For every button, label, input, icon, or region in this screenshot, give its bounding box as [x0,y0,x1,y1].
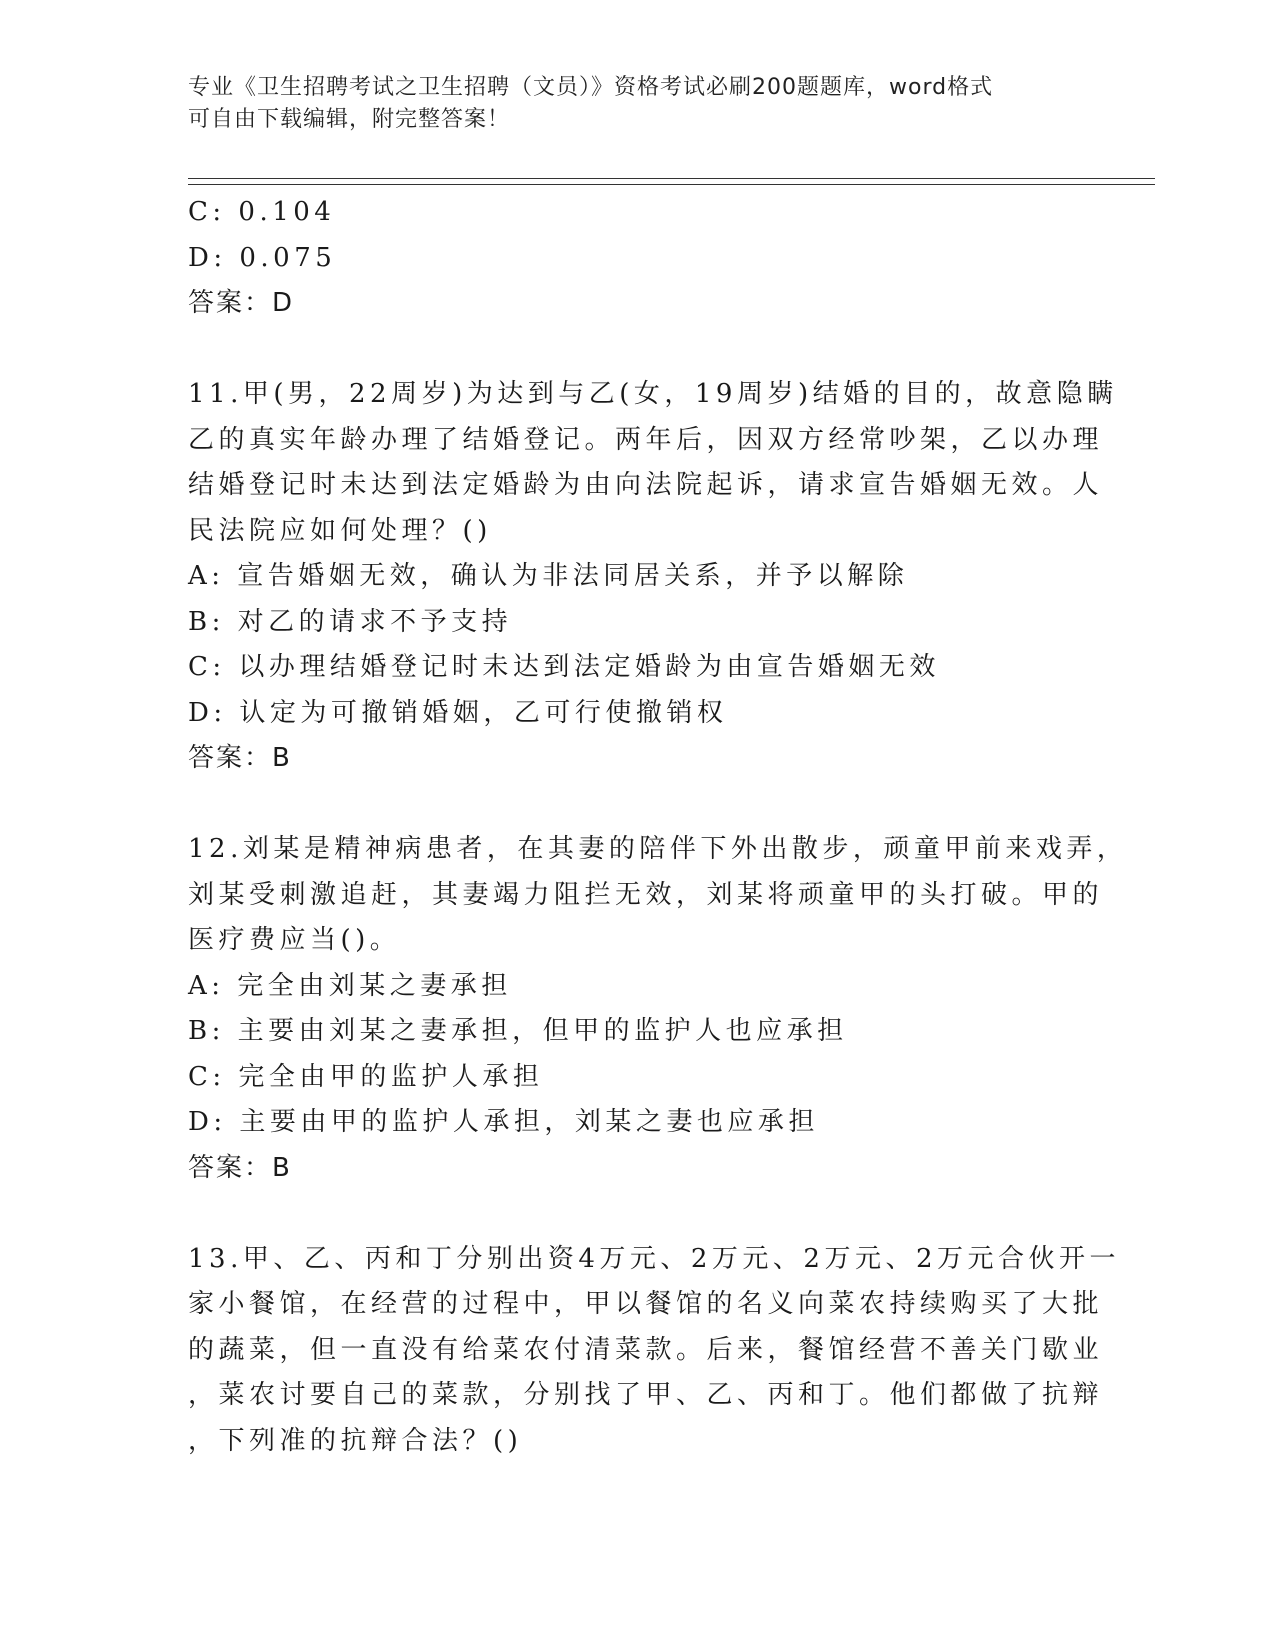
option-b: B: 主要由刘某之妻承担，但甲的监护人也应承担 [188,1016,848,1046]
option-a: A: 完全由刘某之妻承担 [188,970,512,1001]
option-c: C: 0.104 [188,197,336,227]
answer-line: 答案：B [188,743,292,773]
question-text-line: 11.甲(男，22周岁)为达到与乙(女，19周岁)结婚的目的，故意隐瞒 [188,379,1118,409]
answer-line: 答案：D [188,288,295,318]
spacer [188,1191,1088,1237]
question-text-line: 民法院应如何处理？() [188,515,492,546]
option-d: D: 认定为可撤销婚姻，乙可行使撤销权 [188,697,728,728]
page-header [188,72,1068,136]
spacer [188,327,1088,373]
option-b: B: 对乙的请求不予支持 [188,606,513,637]
question-text-line: 12.刘某是精神病患者，在其妻的陪伴下外出散步，顽童甲前来戏弄， [188,834,1128,864]
header-line-2: 可自由下载编辑，附完整答案！ [188,107,511,132]
question-text-line: 医疗费应当()。 [188,925,401,955]
question-12 [188,827,1128,1191]
option-d: D: 0.075 [188,242,337,273]
option-c: C: 完全由甲的监护人承担 [188,1061,544,1092]
question-text-line: ，菜农讨要自己的菜款，分别找了甲、乙、丙和丁。他们都做了抗辩 [188,1380,1104,1410]
question-11 [188,372,1118,782]
prev-question-tail [188,190,1088,327]
question-text-line: 13.甲、乙、丙和丁分别出资4万元、2万元、2万元、2万元合伙开一 [188,1243,1121,1274]
spacer [188,782,1088,828]
question-text-line: ，下列准的抗辩合法？() [188,1425,523,1456]
header-line-1: 专业《卫生招聘考试之卫生招聘（文员）》资格考试必刷200题题库，word格式 [188,75,994,100]
document-body [188,190,1128,1464]
option-d: D: 主要由甲的监护人承担，刘某之妻也应承担 [188,1107,819,1137]
option-a: A: 宣告婚姻无效，确认为非法同居关系，并予以解除 [188,561,909,591]
question-13 [188,1237,1121,1465]
option-c: C: 以办理结婚登记时未达到法定婚龄为由宣告婚姻无效 [188,652,940,682]
header-double-rule [188,178,1155,185]
question-text-line: 刘某受刺激追赶，其妻竭力阻拦无效，刘某将顽童甲的头打破。甲的 [188,879,1104,910]
question-text-line: 的蔬菜，但一直没有给菜农付清菜款。后来，餐馆经营不善关门歇业 [188,1334,1104,1365]
question-text-line: 乙的真实年龄办理了结婚登记。两年后，因双方经常吵架，乙以办理 [188,424,1104,455]
answer-line: 答案：B [188,1152,292,1183]
question-text-line: 结婚登记时未达到法定婚龄为由向法院起诉，请求宣告婚姻无效。人 [188,470,1104,500]
question-text-line: 家小餐馆，在经营的过程中，甲以餐馆的名义向菜农持续购买了大批 [188,1289,1104,1319]
